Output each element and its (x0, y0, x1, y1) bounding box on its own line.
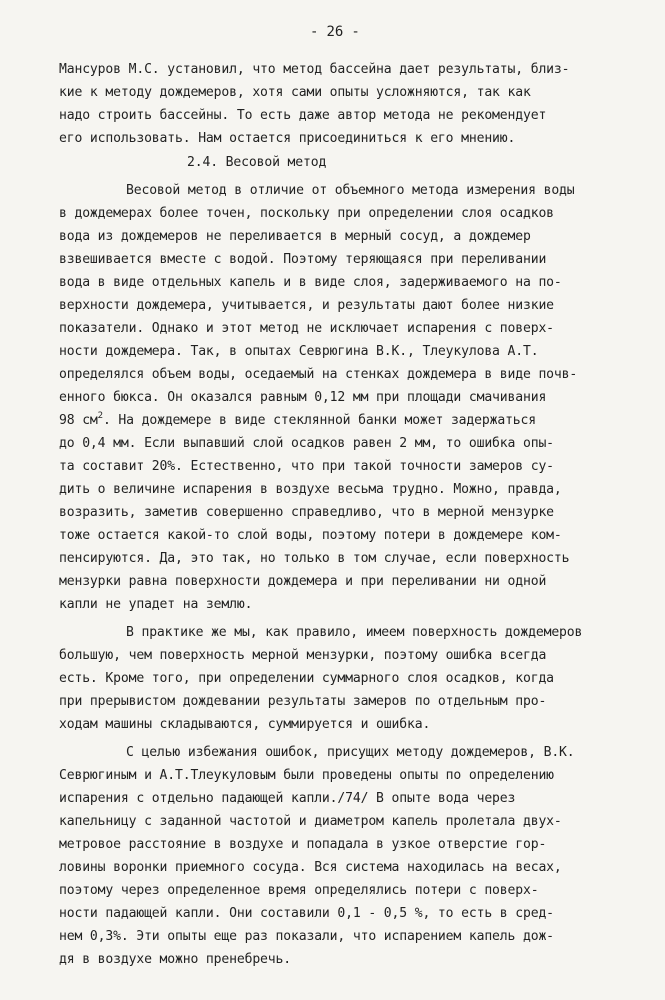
text-line: ности дождемера. Так, в опытах Севрюгина В.К., Тлеукулова А.Т. (59, 344, 539, 359)
text-line: в дождемерах более точен, поскольку при определении слоя осадков (59, 206, 554, 221)
text-line: испарения с отдельно падающей капли./74/ В опыте вода через (59, 791, 516, 806)
text-fragment: . На дождемере в виде стеклянной банки может задержаться (102, 413, 537, 428)
text-line: надо строить бассейны. То есть даже автор метода не рекомендует (59, 108, 547, 123)
section-heading: 2.4. Весовой метод (187, 155, 327, 170)
text-fragment: 98 см (59, 413, 98, 428)
text-line: Весовой метод в отличие от объемного метода измерения воды (126, 183, 575, 198)
text-line: ловины воронки приемного сосуда. Вся система находилась на весах, (59, 860, 562, 875)
text-line (59, 413, 536, 429)
text-line: Мансуров М.С. установил, что метод бассейна дает результаты, близ- (59, 62, 570, 77)
text-line: поэтому через определенное время определялись потери с поверх- (59, 883, 539, 898)
text-line: вода из дождемеров не переливается в мерный сосуд, а дождемер (59, 229, 531, 244)
text-line: взвешивается вместе с водой. Поэтому теряющаяся при переливании (59, 252, 547, 267)
text-line: верхности дождемера, учитывается, и результаты дают более низкие (59, 298, 554, 313)
text-line: дить о величине испарения в воздухе весьма трудно. Можно, правда, (59, 482, 562, 497)
text-line: ности падающей капли. Они составили 0,1 - 0,5 %, то есть в сред- (59, 906, 554, 921)
text-line: тоже остается какой-то слой воды, поэтому потери в дождемере ком- (59, 528, 562, 543)
text-line: показатели. Однако и этот метод не исключает испарения с поверх- (59, 321, 554, 336)
text-line: кие к методу дождемеров, хотя сами опыты усложняются, так как (59, 85, 531, 100)
text-line: метровое расстояние в воздухе и попадала в узкое отверстие гор- (59, 837, 547, 852)
text-line: капли не упадет на землю. (59, 597, 253, 612)
text-line: большую, чем поверхность мерной мензурки, поэтому ошибка всегда (59, 648, 547, 663)
text-line: та составит 20%. Естественно, что при такой точности замеров су- (59, 459, 554, 474)
text-line: мензурки равна поверхности дождемера и при переливании ни одной (59, 574, 547, 589)
text-line: ходам машины складываются, суммируется и ошибка. (59, 717, 431, 732)
text-line: его использовать. Нам остается присоединиться к его мнению. (59, 131, 516, 146)
text-line: вода в виде отдельных капель и в виде слоя, задерживаемого на по- (59, 275, 562, 290)
text-line: капельницу с заданной частотой и диаметром капель пролетала двух- (59, 814, 562, 829)
text-line: есть. Кроме того, при определении суммарного слоя осадков, когда (59, 671, 554, 686)
page-number: - 26 - (310, 24, 360, 40)
text-line: енного бюкса. Он оказался равным 0,12 мм при площади смачивания (59, 390, 547, 405)
text-line: до 0,4 мм. Если выпавший слой осадков равен 2 мм, то ошибка опы- (59, 436, 554, 451)
text-line: нем 0,3%. Эти опыты еще раз показали, что испарением капель дож- (59, 929, 554, 944)
superscript: 2 (97, 411, 103, 421)
text-line: возразить, заметив совершенно справедливо, что в мерной мензурке (59, 505, 554, 520)
text-line: Севрюгиным и А.Т.Тлеукуловым были проведены опыты по определению (59, 768, 554, 783)
text-line: определялся объем воды, оседаемый на стенках дождемера в виде почв- (59, 367, 578, 382)
text-line: С целью избежания ошибок, присущих методу дождемеров, В.К. (126, 745, 575, 760)
text-line: пенсируются. Да, это так, но только в том случае, если поверхность (59, 551, 570, 566)
text-line: при прерывистом дождевании результаты замеров по отдельным про- (59, 694, 547, 709)
text-line: В практике же мы, как правило, имеем поверхность дождемеров (126, 625, 583, 640)
text-line: дя в воздухе можно пренебречь. (59, 952, 291, 967)
